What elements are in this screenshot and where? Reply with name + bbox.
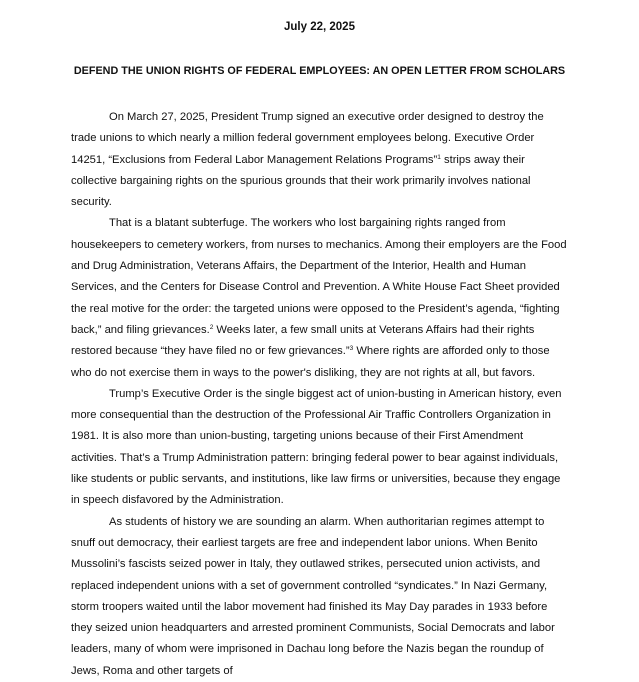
footnote-ref-3: 3 bbox=[349, 345, 354, 353]
paragraph-1 bbox=[71, 107, 568, 213]
paragraph-1-text-b: strips away their collective bargaining rights on the spurious grounds that their work primarily involves national security. bbox=[71, 153, 531, 209]
letter-date: July 22, 2025 bbox=[284, 21, 355, 33]
letter-body bbox=[71, 107, 568, 682]
footnote-ref-1: 1 bbox=[437, 153, 441, 161]
paragraph-2-text-b: Weeks later, a few small units at Veterans Affairs had their rights restored because “they have filed no or few grievances.” bbox=[71, 323, 535, 358]
letter-title: DEFEND THE UNION RIGHTS OF FEDERAL EMPLOYEES: AN OPEN LETTER FROM SCHOLARS bbox=[73, 65, 566, 77]
paragraph-2 bbox=[71, 213, 568, 383]
paragraph-3: Trump’s Executive Order is the single biggest act of union-busting in American history, even more consequential than the destruction of the Professional Air Traffic Controllers Organization in 1981. It is also more than union-busting, targeting unions because of their First Amendment activities. That’s a Trump Administration pattern: bringing federal power to bear against individuals, like students or public servants, and institutions, like law firms or universities, because they engage in speech disfavored by the Administration. bbox=[71, 387, 562, 507]
paragraph-4: As students of history we are sounding an alarm. When authoritarian regimes attempt to snuff out democracy, their earliest targets are free and independent labor unions. When Benito Mussolini’s fascists seized power in Italy, they outlawed strikes, persecuted union activists, and replaced independent unions with a set of government controlled “syndicates.” In Nazi Germany, storm troopers waited until the labor movement had finished its May Day parades in 1933 before they seized union headquarters and arrested prominent Communists, Social Democrats and labor leaders, many of whom were imprisoned in Dachau long before the Nazis began the roundup of Jews, Roma and other targets of bbox=[71, 515, 555, 677]
paragraph-2-text-a: That is a blatant subterfuge. The workers who lost bargaining rights ranged from housekeepers to cemetery workers, from nurses to mechanics. Among their employers are the Food and Drug Administration, Veterans Affairs, the Department of the Interior, Health and Human Services, and the Centers for Disease Control and Prevention. A White House Fact Sheet provided the real motive for the order: the targeted unions were opposed to the President’s agenda, “fighting back,” and filing grievances. bbox=[71, 217, 567, 336]
paragraph-1-text-a: On March 27, 2025, President Trump signed an executive order designed to destroy the trade unions to which nearly a million federal government employees belong. Executive Order 14251, “Exclusions from Federal Labor Management Relations Programs” bbox=[71, 111, 544, 166]
footnote-ref-2: 2 bbox=[209, 323, 214, 331]
paragraph-2-text-c: Where rights are afforded only to those who do not exercise them in ways to the power's disliking, they are not rights at all, but favors. bbox=[71, 345, 550, 379]
